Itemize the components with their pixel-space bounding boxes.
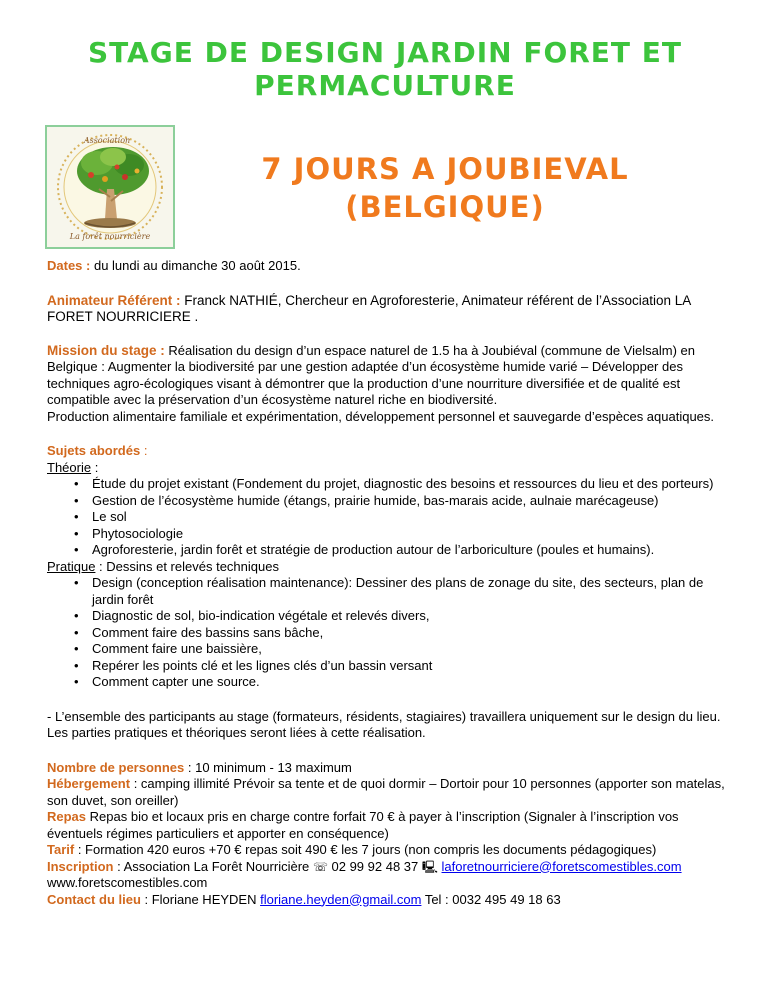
document-title: STAGE DE DESIGN JARDIN FORET ET PERMACULTURE [87,36,683,102]
hebergement-label: Hébergement [47,776,131,791]
ensemble-paragraph: - L’ensemble des participants au stage (formateurs, résidents, stagiaires) travaillera uniquement sur le design du lieu. Les parties pratiques et théoriques seront liées à cette réalisation. [47,708,721,740]
svg-text:Association: Association [83,136,131,145]
list-item: • Comment faire des bassins sans bâche, [92,625,727,642]
tarif-label: Tarif [47,842,75,857]
list-item: • Diagnostic de sol, bio-indication végétale et relevés divers, [92,608,727,625]
list-item: • Étude du projet existant (Fondement du projet, diagnostic des besoins et ressources du lieu et des porteurs) [92,476,727,493]
mission-paragraph [47,343,727,409]
contact-tel: Tel : 0032 495 49 18 63 [421,891,561,907]
list-item: • Le sol [92,509,727,526]
list-item: • Repérer les points clé et les lignes clés d’un bassin versant [92,658,727,675]
pratique-list [47,575,727,691]
contact-line [47,892,727,909]
tree-logo-icon [47,127,173,247]
contact-email-link[interactable]: floriane.heyden@gmail.com [260,891,422,907]
hebergement-text: : camping illimité Prévoir sa tente et de quoi dormir – Dortoir pour 10 personnes (apporter son matelas, son duvet, son oreiller) [47,776,725,808]
repas-text: Repas bio et locaux pris en charge contre forfait 70 € à payer à l’inscription (Signaler à l’inscription vos éventuels régimes particuliers et apporter en conséquence) [47,809,679,841]
computer-icon: 🖳 [421,859,438,874]
phone-icon: ☏ [312,859,328,874]
pratique-label: Pratique [47,558,96,574]
pratique-text: : Dessins et relevés techniques [95,558,279,574]
dates-label: Dates : [47,258,91,273]
personnes-label: Nombre de personnes [47,759,185,775]
dates-paragraph [47,258,727,275]
practical-info [47,760,727,909]
tarif-text: : Formation 420 euros +70 € repas soit 490 € les 7 jours (non compris les documents pédagogiques) [74,842,657,857]
sujets-heading [47,443,727,460]
document-body [47,258,727,908]
inscription-phone: 02 99 92 48 37 [327,858,422,874]
list-item: • Gestion de l’écosystème humide (étangs, prairie humide, bas-marais acide, aulnaie marécageuse) [92,493,727,510]
list-item: • Design (conception réalisation maintenance): Dessiner des plans de zonage du site, des secteurs, plan de jardin forêt [92,575,727,608]
sujets-colon: : [140,443,148,458]
mission-paragraph-2: Production alimentaire familiale et expérimentation, développement personnel et sauvegarde d’espèces aquatiques. [47,408,715,424]
theorie-colon: : [91,459,99,475]
theorie-heading [47,460,727,477]
mission-label: Mission du stage : [47,342,165,358]
dates-text: du lundi au dimanche 30 août 2015. [90,258,301,273]
association-logo [45,125,175,249]
personnes-text: : 10 minimum - 13 maximum [184,759,352,775]
pratique-heading [47,559,727,576]
inscription-email-link[interactable]: laforetnourriciere@foretscomestibles.com [441,858,682,874]
sujets-label: Sujets abordés [47,443,141,458]
animateur-label: Animateur Référent : [47,292,181,308]
list-item: • Comment faire une baissière, [92,641,727,658]
repas-line [47,809,727,842]
hebergement-line [47,776,727,809]
repas-label: Repas [47,809,87,824]
animateur-paragraph [47,293,727,326]
svg-text:La forêt nourricière: La forêt nourricière [69,232,151,241]
list-item: • Agroforesterie, jardin forêt et stratégie de production autour de l’arboriculture (poules et humains). [92,542,727,559]
contact-label: Contact du lieu [47,891,141,907]
theorie-list [47,476,727,559]
website-line: www.foretscomestibles.com [47,875,208,890]
list-item: • Comment capter une source. [92,674,727,691]
mission-text: Réalisation du design d’un espace naturel de 1.5 ha à Joubiéval (commune de Vielsalm) en Belgique : Augmenter la biodiversité par une gestion adaptée d’un écosystème humide varié – Développer des techniques agro-écologiques visant à démontrer que la production d’une nourriture diversifiée et de qualité est compatible avec la préservation d’un écosystème naturel riche en biodiversité. [47,342,695,407]
list-item: • Phytosociologie [92,526,727,543]
document-subtitle: 7 JOURS A JOUBIEVAL (BELGIQUE) [261,152,629,224]
theorie-label: Théorie [47,459,92,475]
animateur-text: Franck NATHIÉ, Chercheur en Agroforesterie, Animateur référent de l’Association LA FORET NOURRICIERE . [47,292,691,324]
contact-text: : Floriane HEYDEN [140,891,261,907]
inscription-text: : Association La Forêt Nourricière [113,858,313,874]
inscription-line [47,859,727,876]
inscription-label: Inscription [47,858,114,874]
personnes-line [47,760,727,777]
tarif-line [47,842,727,859]
